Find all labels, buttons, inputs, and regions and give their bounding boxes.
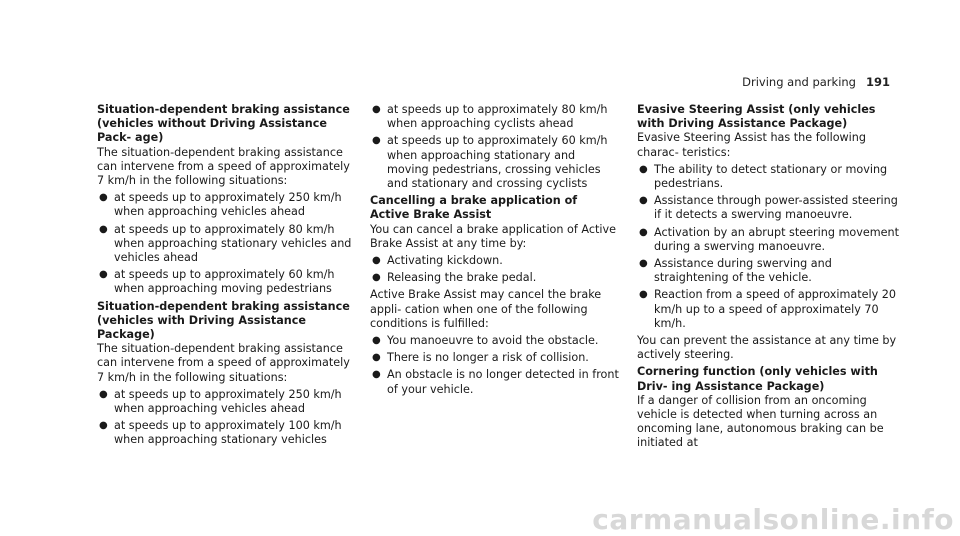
heading-braking-without-package: Situation-dependent braking assistance (vehicles without Driving Assistance Pack‐ age) [97, 103, 350, 145]
paragraph: Evasive Steering Assist has the following charac‐ teristics: [637, 131, 866, 159]
list-item [370, 254, 620, 268]
bullet-icon: ● [639, 289, 648, 301]
list-item [370, 103, 620, 131]
heading-cornering-function: Cornering function (only vehicles with Driv‐ ing Assistance Package) [637, 365, 878, 393]
column-3 [637, 103, 899, 451]
list-item [97, 419, 359, 447]
list-item-text: at speeds up to approximately 60 km/h when approaching moving pedestrians [114, 268, 335, 296]
list-item-text: Activating kickdown. [387, 254, 503, 268]
bullet-list [637, 163, 899, 331]
list-item-text: at speeds up to approximately 80 km/h when approaching cyclists ahead [387, 103, 608, 131]
paragraph: Active Brake Assist may cancel the brake appli‐ cation when one of the following conditions is fulfilled: [370, 288, 602, 330]
bullet-icon: ● [99, 192, 108, 204]
bullet-icon: ● [639, 226, 648, 238]
paragraph: You can cancel a brake application of Active Brake Assist at any time by: [370, 222, 616, 250]
list-item [637, 163, 899, 191]
list-item-text: at speeds up to approximately 100 km/h when approaching stationary vehicles [114, 419, 342, 447]
list-item-text: Activation by an abrupt steering movement during a swerving manoeuvre. [654, 225, 899, 253]
column-2 [370, 103, 620, 400]
list-item [370, 351, 620, 365]
watermark-logo: carmanualsonline.info [592, 502, 954, 536]
list-item-text: Assistance through power-assisted steering if it detects a swerving manoeuvre. [654, 194, 898, 222]
bullet-icon: ● [372, 335, 381, 347]
bullet-icon: ● [99, 420, 108, 432]
page-number: 191 [865, 75, 890, 89]
column-1 [97, 103, 359, 451]
bullet-icon: ● [372, 255, 381, 267]
list-item-text: at speeds up to approximately 80 km/h when approaching stationary vehicles and vehicles ahead [114, 222, 352, 265]
bullet-icon: ● [372, 272, 381, 284]
page-header [742, 75, 890, 89]
bullet-list [370, 254, 620, 285]
bullet-icon: ● [372, 135, 381, 147]
list-item [637, 257, 899, 285]
list-item-text: at speeds up to approximately 60 km/h when approaching stationary and moving pedestrians, crossing vehicles and stationary and crossing cyclists [387, 134, 608, 191]
bullet-icon: ● [639, 195, 648, 207]
heading-cancel-brake-application: Cancelling a brake application of Active Brake Assist [370, 194, 578, 222]
paragraph: If a danger of collision from an oncoming vehicle is detected when turning across an oncoming lane, autonomous braking can be initiated at [637, 393, 884, 450]
list-item [370, 134, 620, 191]
bullet-list [370, 103, 620, 191]
list-item-text: at speeds up to approximately 250 km/h when approaching vehicles ahead [114, 387, 342, 416]
list-item [637, 226, 899, 254]
list-item [97, 388, 359, 416]
bullet-icon: ● [99, 269, 108, 281]
list-item [637, 194, 899, 222]
list-item [370, 334, 620, 348]
list-item-text: You manoeuvre to avoid the obstacle. [387, 334, 599, 348]
list-item-text: An obstacle is no longer detected in front of your vehicle. [387, 368, 619, 396]
paragraph: The situation-dependent braking assistance can intervene from a speed of approximately 7 km/h in the following situations: [97, 145, 350, 188]
paragraph: You can prevent the assistance at any time by actively steering. [637, 334, 897, 362]
list-item [370, 368, 620, 396]
list-item-text: Reaction from a speed of approximately 20 km/h up to a speed of approximately 70 km/h. [654, 288, 897, 330]
heading-evasive-steering-assist: Evasive Steering Assist (only vehicles with Driving Assistance Package) [637, 103, 876, 131]
bullet-list [97, 388, 359, 448]
list-item-text: The ability to detect stationary or moving pedestrians. [654, 162, 888, 191]
bullet-list [370, 334, 620, 397]
bullet-icon: ● [372, 369, 381, 381]
heading-braking-with-package: Situation-dependent braking assistance (vehicles with Driving Assistance Package) [97, 299, 350, 342]
list-item [97, 191, 359, 219]
section-title: Driving and parking [742, 75, 856, 89]
bullet-icon: ● [372, 352, 381, 364]
bullet-icon: ● [99, 223, 108, 235]
list-item [637, 288, 899, 331]
list-item [97, 268, 359, 296]
bullet-icon: ● [639, 258, 648, 270]
paragraph: The situation-dependent braking assistance can intervene from a speed of approximately 7 km/h in the following situations: [97, 342, 350, 384]
list-item-text: There is no longer a risk of collision. [387, 351, 589, 365]
list-item-text: Releasing the brake pedal. [387, 271, 537, 285]
bullet-icon: ● [372, 104, 381, 115]
list-item [370, 271, 620, 285]
list-item [97, 223, 359, 266]
bullet-icon: ● [639, 163, 648, 175]
bullet-icon: ● [99, 388, 108, 400]
list-item-text: Assistance during swerving and straightening of the vehicle. [654, 257, 832, 285]
bullet-list [97, 191, 359, 296]
list-item-text: at speeds up to approximately 250 km/h when approaching vehicles ahead [114, 191, 342, 219]
